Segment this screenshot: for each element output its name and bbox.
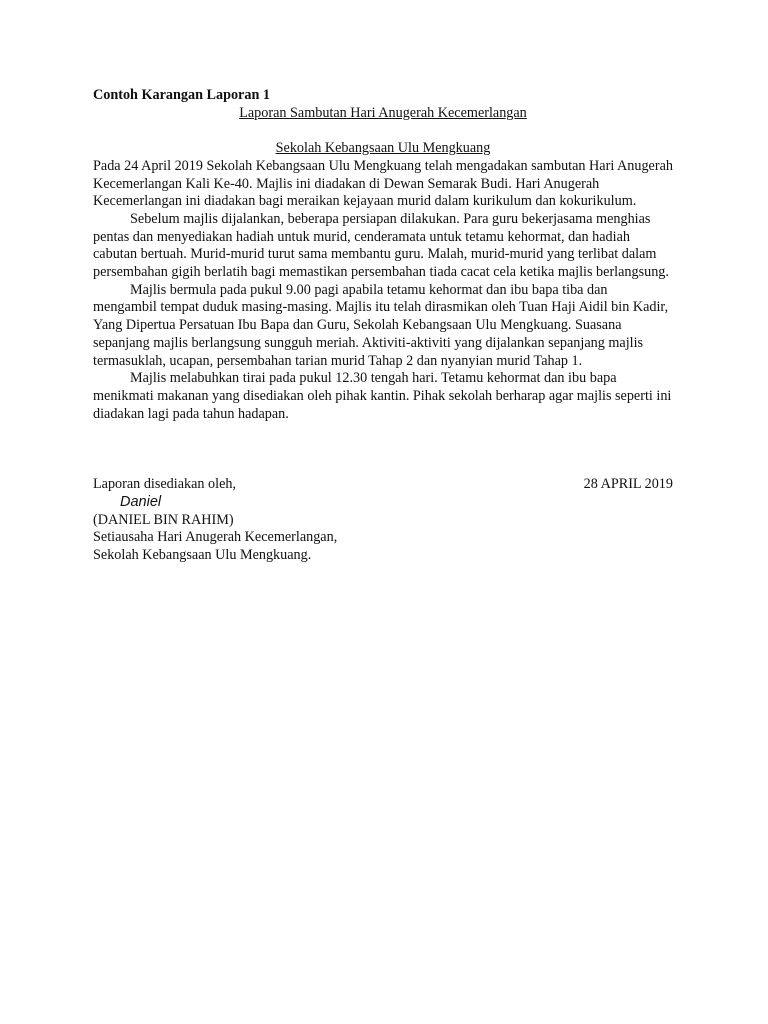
paragraph-event: Majlis bermula pada pukul 9.00 pagi apabila tetamu kehormat dan ibu bapa tiba dan mengambil tempat duduk masing-masing. Majlis itu telah dirasmikan oleh Tuan Haji Aidil bin Kadir, Yang Dipertua Persatuan Ibu Bapa dan Guru, Sekolah Kebangsaan Ulu Mengkuang. Suasana sepanjang majlis berlangsung sungguh meriah. Aktiviti-aktiviti yang dijalankan sepanjang majlis termasuklah, ucapan, persembahan tarian murid Tahap 2 dan nyanyian murid Tahap 1. <box>93 281 669 369</box>
signatory-name: (DANIEL BIN RAHIM) <box>93 511 234 528</box>
signatory-position: Setiausaha Hari Anugerah Kecemerlangan, <box>93 529 338 546</box>
paragraph-closing: Majlis melabuhkan tirai pada pukul 12.30 tengah hari. Tetamu kehormat dan ibu bapa menikmati makanan yang disediakan oleh pihak kantin. Pihak sekolah berharap agar majlis seperti ini diadakan lagi pada tahun hadapan. <box>93 370 672 422</box>
signature: Daniel <box>120 494 162 511</box>
document-heading: Contoh Karangan Laporan 1 <box>93 87 270 103</box>
title-spacer <box>93 122 673 140</box>
report-date: 28 APRIL 2019 <box>583 476 673 493</box>
signatory-school: Sekolah Kebangsaan Ulu Mengkuang. <box>93 547 312 564</box>
prepared-by-label: Laporan disediakan oleh, <box>93 476 237 493</box>
paragraph-intro: Pada 24 April 2019 Sekolah Kebangsaan Ulu Mengkuang telah mengadakan sambutan Hari Anugerah Kecemerlangan Kali Ke-40. Majlis ini diadakan di Dewan Semarak Budi. Hari Anugerah Kecemerlangan ini diadakan bagi meraikan kejayaan murid dalam kurikulum dan kokurikulum. <box>93 157 673 210</box>
footer-gap <box>93 423 673 476</box>
report-subtitle: Sekolah Kebangsaan Ulu Mengkuang <box>275 140 491 157</box>
paragraph-preparation: Sebelum majlis dijalankan, beberapa persiapan dilakukan. Para guru bekerjasama menghias pentas dan menyediakan hadiah untuk murid, cenderamata untuk tetamu kehormat, dan hadiah cabutan bertuah. Murid-murid turut sama membantu guru. Malah, murid-murid yang terlibat dalam persembahan gigih berlatih bagi memastikan persembahan tiada cacat cela ketika majlis berlangsung. <box>93 210 669 281</box>
document-page <box>93 87 673 565</box>
footer-row <box>93 476 673 494</box>
report-title: Laporan Sambutan Hari Anugerah Kecemerlangan <box>239 104 527 121</box>
